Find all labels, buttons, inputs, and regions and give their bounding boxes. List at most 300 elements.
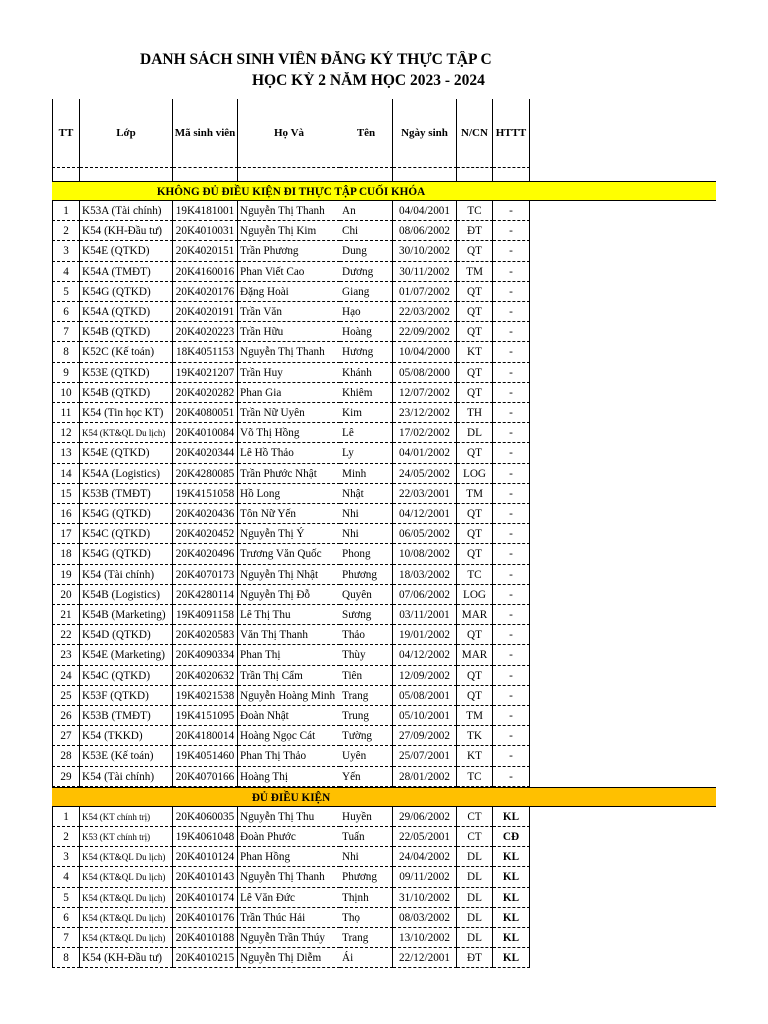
cell-tt: 2 <box>52 827 80 847</box>
table-row <box>52 423 530 443</box>
table-row <box>52 484 530 504</box>
cell-ten: Ly <box>340 443 393 463</box>
table-row <box>52 847 530 867</box>
cell-ho: Trần Phước Nhật <box>238 464 340 484</box>
cell-httt: - <box>493 342 530 362</box>
cell-ngaysinh: 10/04/2000 <box>393 342 457 362</box>
cell-tt: 14 <box>52 464 80 484</box>
cell-tt: 12 <box>52 423 80 443</box>
cell-ngaysinh: 03/11/2001 <box>393 605 457 625</box>
cell-httt: - <box>493 565 530 585</box>
cell-ten: Phương <box>340 867 393 887</box>
cell-ten: Phương <box>340 565 393 585</box>
cell-lop: K54B (Marketing) <box>80 605 173 625</box>
cell-httt: - <box>493 201 530 221</box>
cell-msv: 20K4160016 <box>173 262 238 282</box>
cell-msv: 19K4021538 <box>173 686 238 706</box>
cell-ngaysinh: 22/09/2002 <box>393 322 457 342</box>
cell-msv: 20K4020282 <box>173 383 238 403</box>
table-row <box>52 262 530 282</box>
cell-ten: Lê <box>340 423 393 443</box>
cell-ho: Lê Hồ Thảo <box>238 443 340 463</box>
cell-ho: Đoàn Phước <box>238 827 340 847</box>
cell-msv: 20K4010143 <box>173 867 238 887</box>
cell-tt: 15 <box>52 484 80 504</box>
header-ncn: N/CN <box>457 99 493 168</box>
cell-ho: Trần Hữu <box>238 322 340 342</box>
cell-ncn: KT <box>457 746 493 766</box>
header-ten: Tên <box>340 99 393 168</box>
cell-ngaysinh: 23/12/2002 <box>393 403 457 423</box>
cell-ngaysinh: 27/09/2002 <box>393 726 457 746</box>
cell-ho: Hoàng Ngọc Cát <box>238 726 340 746</box>
cell-ho: Nguyễn Thị Kim <box>238 221 340 241</box>
cell-lop: K53 (KT chính trị) <box>80 827 173 847</box>
cell-httt: - <box>493 746 530 766</box>
cell-tt: 17 <box>52 524 80 544</box>
section-title: KHÔNG ĐỦ ĐIỀU KIỆN ĐI THỰC TẬP CUỐI KHÓA <box>156 186 426 198</box>
cell-msv: 20K4020632 <box>173 666 238 686</box>
cell-msv: 20K4020223 <box>173 322 238 342</box>
cell-httt: - <box>493 524 530 544</box>
table-row <box>52 585 530 605</box>
cell-ngaysinh: 17/02/2002 <box>393 423 457 443</box>
cell-ho: Trần Phương <box>238 241 340 261</box>
spacer-row <box>52 168 530 181</box>
cell-tt: 24 <box>52 666 80 686</box>
cell-ncn: LOG <box>457 585 493 605</box>
cell-ncn: DL <box>457 867 493 887</box>
cell-ncn: TM <box>457 484 493 504</box>
cell-msv: 20K4180014 <box>173 726 238 746</box>
cell-ten: Tuấn <box>340 827 393 847</box>
cell-ho: Phan Thị Thảo <box>238 746 340 766</box>
cell-ten: Phong <box>340 544 393 564</box>
cell-ncn: QT <box>457 524 493 544</box>
cell-httt: KL <box>493 948 530 968</box>
cell-lop: K54E (QTKD) <box>80 241 173 261</box>
cell-ngaysinh: 05/08/2000 <box>393 363 457 383</box>
cell-ho: Trương Văn Quốc <box>238 544 340 564</box>
cell-httt: - <box>493 504 530 524</box>
cell-httt: KL <box>493 867 530 887</box>
table-row <box>52 342 530 362</box>
cell-httt: - <box>493 221 530 241</box>
cell-msv: 20K4090334 <box>173 645 238 665</box>
cell-msv: 20K4280085 <box>173 464 238 484</box>
spacer-cell <box>393 168 457 181</box>
cell-ncn: LOG <box>457 464 493 484</box>
cell-tt: 13 <box>52 443 80 463</box>
spacer-cell <box>493 168 530 181</box>
cell-ten: Hoàng <box>340 322 393 342</box>
cell-httt: KL <box>493 928 530 948</box>
cell-ten: Minh <box>340 464 393 484</box>
cell-ngaysinh: 04/04/2001 <box>393 201 457 221</box>
cell-ncn: MAR <box>457 645 493 665</box>
cell-msv: 20K4070173 <box>173 565 238 585</box>
header-lop: Lớp <box>80 99 173 168</box>
cell-ten: Kim <box>340 403 393 423</box>
table-row <box>52 625 530 645</box>
cell-ngaysinh: 24/04/2002 <box>393 847 457 867</box>
cell-ncn: QT <box>457 302 493 322</box>
cell-ngaysinh: 22/12/2001 <box>393 948 457 968</box>
cell-httt: KL <box>493 807 530 827</box>
cell-httt: - <box>493 645 530 665</box>
table-row <box>52 888 530 908</box>
cell-ho: Đặng Hoài <box>238 282 340 302</box>
cell-ten: Thảo <box>340 625 393 645</box>
cell-ncn: TC <box>457 565 493 585</box>
cell-httt: KL <box>493 888 530 908</box>
table-row <box>52 666 530 686</box>
cell-ncn: TM <box>457 262 493 282</box>
cell-ncn: TK <box>457 726 493 746</box>
cell-httt: - <box>493 403 530 423</box>
cell-httt: - <box>493 706 530 726</box>
cell-msv: 20K4010176 <box>173 908 238 928</box>
cell-lop: K54C (QTKD) <box>80 524 173 544</box>
cell-ncn: QT <box>457 504 493 524</box>
cell-ten: Khánh <box>340 363 393 383</box>
cell-ngaysinh: 13/10/2002 <box>393 928 457 948</box>
cell-ten: Yến <box>340 767 393 787</box>
cell-ncn: QT <box>457 241 493 261</box>
cell-ngaysinh: 06/05/2002 <box>393 524 457 544</box>
cell-lop: K54G (QTKD) <box>80 504 173 524</box>
cell-tt: 3 <box>52 847 80 867</box>
cell-tt: 2 <box>52 221 80 241</box>
cell-ho: Văn Thị Thanh <box>238 625 340 645</box>
cell-lop: K53A (Tài chính) <box>80 201 173 221</box>
spacer-cell <box>238 168 340 181</box>
cell-ncn: QT <box>457 383 493 403</box>
cell-msv: 18K4051153 <box>173 342 238 362</box>
cell-tt: 5 <box>52 282 80 302</box>
cell-ho: Phan Thị <box>238 645 340 665</box>
cell-httt: - <box>493 484 530 504</box>
cell-httt: KL <box>493 908 530 928</box>
cell-ngaysinh: 22/03/2002 <box>393 302 457 322</box>
cell-lop: K53E (QTKD) <box>80 363 173 383</box>
cell-msv: 20K4010031 <box>173 221 238 241</box>
cell-ncn: TM <box>457 706 493 726</box>
cell-msv: 20K4010188 <box>173 928 238 948</box>
cell-httt: - <box>493 585 530 605</box>
cell-ncn: CT <box>457 827 493 847</box>
cell-msv: 20K4010084 <box>173 423 238 443</box>
cell-httt: - <box>493 726 530 746</box>
cell-httt: - <box>493 383 530 403</box>
cell-ngaysinh: 04/12/2002 <box>393 645 457 665</box>
cell-lop: K54D (QTKD) <box>80 625 173 645</box>
cell-ho: Nguyễn Thị Thanh <box>238 201 340 221</box>
cell-ngaysinh: 05/08/2001 <box>393 686 457 706</box>
section-eligible-header <box>52 787 716 807</box>
cell-ngaysinh: 05/10/2001 <box>393 706 457 726</box>
cell-ten: Nhật <box>340 484 393 504</box>
cell-msv: 20K4020344 <box>173 443 238 463</box>
table-row <box>52 524 530 544</box>
section-not-eligible-header <box>52 181 716 201</box>
cell-ncn: DL <box>457 908 493 928</box>
cell-ncn: QT <box>457 282 493 302</box>
cell-tt: 19 <box>52 565 80 585</box>
cell-lop: K54B (QTKD) <box>80 383 173 403</box>
cell-lop: K54 (KT&QL Du lịch) <box>80 908 173 928</box>
table-row <box>52 706 530 726</box>
cell-httt: - <box>493 605 530 625</box>
cell-lop: K53E (Kế toán) <box>80 746 173 766</box>
cell-ho: Võ Thị Hồng <box>238 423 340 443</box>
table-row <box>52 443 530 463</box>
cell-ho: Nguyễn Thị Thu <box>238 807 340 827</box>
cell-ten: Dung <box>340 241 393 261</box>
cell-httt: - <box>493 282 530 302</box>
cell-lop: K53B (TMĐT) <box>80 484 173 504</box>
cell-ho: Trần Thúc Hải <box>238 908 340 928</box>
cell-lop: K54 (KH-Đầu tư) <box>80 221 173 241</box>
cell-tt: 29 <box>52 767 80 787</box>
header-tt: TT <box>52 99 80 168</box>
cell-ho: Tôn Nữ Yến <box>238 504 340 524</box>
table-row <box>52 948 530 968</box>
cell-ten: Hương <box>340 342 393 362</box>
cell-httt: - <box>493 423 530 443</box>
cell-msv: 20K4020176 <box>173 282 238 302</box>
cell-ngaysinh: 25/07/2001 <box>393 746 457 766</box>
cell-tt: 4 <box>52 262 80 282</box>
spacer-cell <box>340 168 393 181</box>
table-row <box>52 686 530 706</box>
cell-lop: K54C (QTKD) <box>80 666 173 686</box>
cell-ho: Đoàn Nhật <box>238 706 340 726</box>
cell-ngaysinh: 22/03/2001 <box>393 484 457 504</box>
cell-ten: Trang <box>340 928 393 948</box>
cell-httt: - <box>493 443 530 463</box>
table-row <box>52 767 530 787</box>
cell-lop: K54 (Tin học KT) <box>80 403 173 423</box>
cell-ncn: TH <box>457 403 493 423</box>
cell-ngaysinh: 19/01/2002 <box>393 625 457 645</box>
cell-ncn: QT <box>457 686 493 706</box>
cell-lop: K54A (QTKD) <box>80 302 173 322</box>
cell-msv: 19K4061048 <box>173 827 238 847</box>
cell-ho: Nguyễn Hoàng Minh <box>238 686 340 706</box>
cell-lop: K54G (QTKD) <box>80 544 173 564</box>
cell-ten: Thùy <box>340 645 393 665</box>
cell-ten: Dương <box>340 262 393 282</box>
spacer-cell <box>457 168 493 181</box>
cell-ho: Nguyễn Thị Ý <box>238 524 340 544</box>
cell-msv: 19K4151058 <box>173 484 238 504</box>
table-row <box>52 464 530 484</box>
cell-ten: Nhi <box>340 847 393 867</box>
cell-ngaysinh: 01/07/2002 <box>393 282 457 302</box>
cell-ho: Trần Nữ Uyên <box>238 403 340 423</box>
cell-ten: Trung <box>340 706 393 726</box>
cell-ho: Nguyễn Thị Đỗ <box>238 585 340 605</box>
table-row <box>52 908 530 928</box>
cell-ngaysinh: 30/10/2002 <box>393 241 457 261</box>
cell-ncn: ĐT <box>457 948 493 968</box>
cell-ten: Tiên <box>340 666 393 686</box>
cell-tt: 21 <box>52 605 80 625</box>
cell-tt: 11 <box>52 403 80 423</box>
cell-httt: - <box>493 262 530 282</box>
cell-httt: - <box>493 363 530 383</box>
cell-ngaysinh: 22/05/2001 <box>393 827 457 847</box>
cell-ten: An <box>340 201 393 221</box>
cell-ncn: ĐT <box>457 221 493 241</box>
cell-ho: Hồ Long <box>238 484 340 504</box>
table-row <box>52 565 530 585</box>
cell-msv: 19K4091158 <box>173 605 238 625</box>
cell-tt: 1 <box>52 201 80 221</box>
cell-ncn: DL <box>457 888 493 908</box>
cell-lop: K54 (KT&QL Du lịch) <box>80 423 173 443</box>
cell-ten: Uyên <box>340 746 393 766</box>
table-row <box>52 322 530 342</box>
cell-ho: Trần Văn <box>238 302 340 322</box>
cell-ngaysinh: 29/06/2002 <box>393 807 457 827</box>
cell-ho: Nguyễn Thị Diễm <box>238 948 340 968</box>
cell-ho: Lê Văn Đức <box>238 888 340 908</box>
table-row <box>52 605 530 625</box>
cell-tt: 8 <box>52 342 80 362</box>
cell-ten: Chi <box>340 221 393 241</box>
cell-httt: - <box>493 322 530 342</box>
cell-lop: K54A (TMĐT) <box>80 262 173 282</box>
spacer-cell <box>173 168 238 181</box>
cell-msv: 20K4010124 <box>173 847 238 867</box>
cell-httt: - <box>493 302 530 322</box>
table-row <box>52 201 530 221</box>
cell-msv: 20K4020191 <box>173 302 238 322</box>
cell-ngaysinh: 30/11/2002 <box>393 262 457 282</box>
cell-ngaysinh: 04/12/2001 <box>393 504 457 524</box>
table-row <box>52 504 530 524</box>
cell-ho: Nguyễn Thị Thanh <box>238 867 340 887</box>
cell-ngaysinh: 28/01/2002 <box>393 767 457 787</box>
cell-msv: 20K4080051 <box>173 403 238 423</box>
cell-lop: K53B (TMĐT) <box>80 706 173 726</box>
cell-ten: Trang <box>340 686 393 706</box>
cell-tt: 16 <box>52 504 80 524</box>
cell-msv: 19K4021207 <box>173 363 238 383</box>
cell-ten: Sương <box>340 605 393 625</box>
cell-ho: Lê Thị Thu <box>238 605 340 625</box>
cell-tt: 23 <box>52 645 80 665</box>
cell-tt: 26 <box>52 706 80 726</box>
cell-httt: KL <box>493 847 530 867</box>
cell-msv: 19K4151095 <box>173 706 238 726</box>
cell-tt: 20 <box>52 585 80 605</box>
cell-httt: CĐ <box>493 827 530 847</box>
cell-ngaysinh: 04/01/2002 <box>393 443 457 463</box>
table-row <box>52 746 530 766</box>
table-row <box>52 645 530 665</box>
section-title: ĐỦ ĐIỀU KIỆN <box>251 791 331 804</box>
cell-tt: 6 <box>52 302 80 322</box>
header-httt: HTTT <box>493 99 530 168</box>
cell-ten: Khiêm <box>340 383 393 403</box>
cell-lop: K54 (KT&QL Du lịch) <box>80 928 173 948</box>
table-row <box>52 807 530 827</box>
cell-ncn: QT <box>457 443 493 463</box>
cell-ngaysinh: 12/09/2002 <box>393 666 457 686</box>
cell-tt: 7 <box>52 928 80 948</box>
cell-lop: K54 (Tài chính) <box>80 767 173 787</box>
cell-httt: - <box>493 544 530 564</box>
cell-ngaysinh: 12/07/2002 <box>393 383 457 403</box>
cell-ncn: TC <box>457 201 493 221</box>
cell-tt: 10 <box>52 383 80 403</box>
cell-msv: 20K4020496 <box>173 544 238 564</box>
table-row <box>52 363 530 383</box>
cell-msv: 20K4010174 <box>173 888 238 908</box>
cell-ngaysinh: 24/05/2002 <box>393 464 457 484</box>
cell-msv: 20K4020583 <box>173 625 238 645</box>
cell-ncn: TC <box>457 767 493 787</box>
cell-ncn: QT <box>457 322 493 342</box>
cell-lop: K52C (Kế toán) <box>80 342 173 362</box>
cell-ncn: MAR <box>457 605 493 625</box>
cell-ncn: DL <box>457 847 493 867</box>
cell-tt: 25 <box>52 686 80 706</box>
cell-lop: K54 (KT&QL Du lịch) <box>80 867 173 887</box>
cell-tt: 3 <box>52 241 80 261</box>
cell-ngaysinh: 09/11/2002 <box>393 867 457 887</box>
cell-lop: K54 (KT&QL Du lịch) <box>80 888 173 908</box>
cell-httt: - <box>493 686 530 706</box>
cell-lop: K54B (Logistics) <box>80 585 173 605</box>
cell-msv: 20K4010215 <box>173 948 238 968</box>
table-row <box>52 867 530 887</box>
cell-ngaysinh: 18/03/2002 <box>393 565 457 585</box>
cell-msv: 20K4020452 <box>173 524 238 544</box>
cell-ho: Phan Gia <box>238 383 340 403</box>
cell-httt: - <box>493 625 530 645</box>
spacer-cell <box>52 168 80 181</box>
cell-ncn: DL <box>457 423 493 443</box>
cell-msv: 20K4280114 <box>173 585 238 605</box>
spacer-cell <box>80 168 173 181</box>
cell-lop: K54 (KT chính trị) <box>80 807 173 827</box>
cell-tt: 6 <box>52 908 80 928</box>
cell-msv: 20K4070166 <box>173 767 238 787</box>
cell-lop: K54B (QTKD) <box>80 322 173 342</box>
cell-lop: K54 (KH-Đầu tư) <box>80 948 173 968</box>
cell-tt: 8 <box>52 948 80 968</box>
cell-ten: Nhi <box>340 504 393 524</box>
cell-ngaysinh: 07/06/2002 <box>393 585 457 605</box>
header-msv: Mã sinh viên <box>173 99 238 168</box>
cell-ncn: KT <box>457 342 493 362</box>
cell-ho: Phan Viết Cao <box>238 262 340 282</box>
cell-msv: 20K4020151 <box>173 241 238 261</box>
table-row <box>52 928 530 948</box>
cell-msv: 19K4181001 <box>173 201 238 221</box>
cell-tt: 5 <box>52 888 80 908</box>
cell-ncn: QT <box>457 625 493 645</box>
cell-lop: K54 (KT&QL Du lịch) <box>80 847 173 867</box>
cell-httt: - <box>493 464 530 484</box>
cell-ho: Nguyễn Trần Thúy <box>238 928 340 948</box>
cell-ngaysinh: 10/08/2002 <box>393 544 457 564</box>
cell-ngaysinh: 08/06/2002 <box>393 221 457 241</box>
